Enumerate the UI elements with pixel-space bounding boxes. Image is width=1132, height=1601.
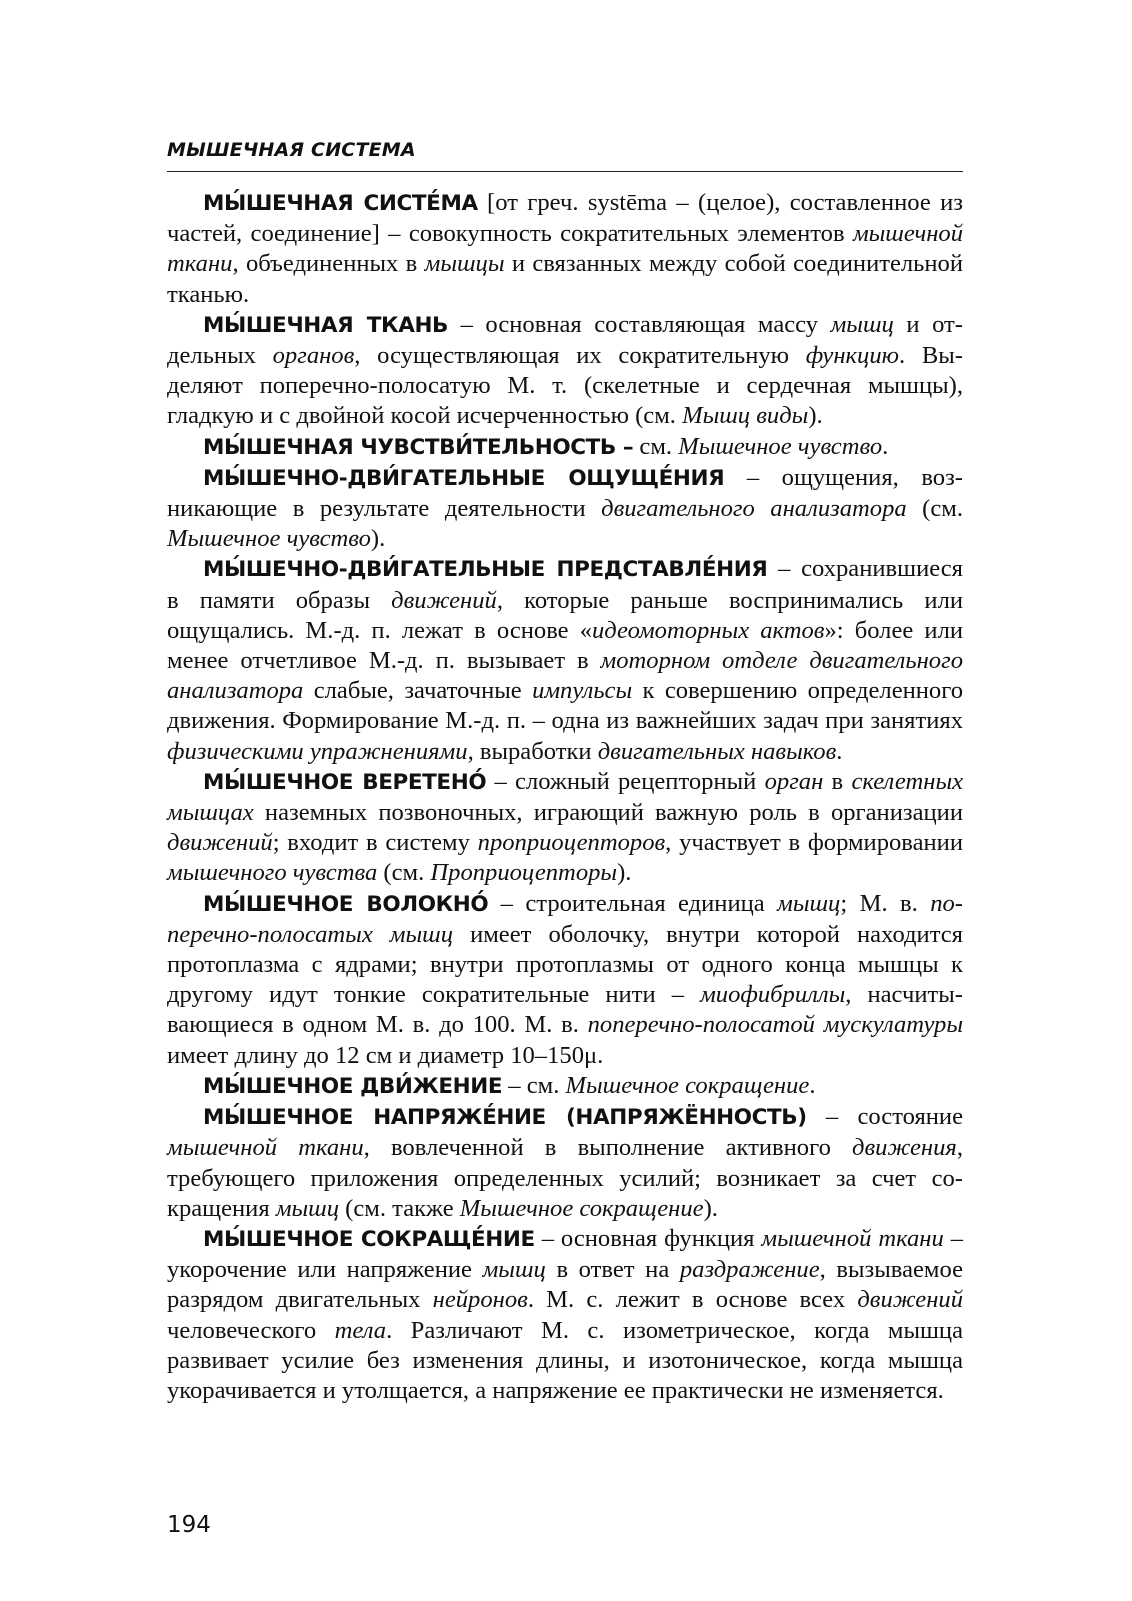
cross-reference-term: тела [334, 1316, 387, 1344]
definition-text: (см. [906, 495, 963, 523]
definition-text: и отдельных [167, 310, 963, 370]
cross-reference-term: Мышц виды [682, 402, 809, 430]
definition-text: имеет оболочку, внутри которой находится протоплазма с ядрами; внутри протоплазмы от одного конца мышцы к другому идут тонкие сократительные нити – [167, 920, 963, 1009]
definition-text: . [809, 1071, 816, 1099]
dictionary-entry [167, 889, 963, 1071]
cross-reference-term: физическими упражнениями [167, 737, 468, 765]
entry-term: МЫ́ШЕЧНОЕ СОКРАЩЕ́НИЕ [203, 1226, 535, 1252]
dictionary-entry [167, 1102, 963, 1224]
definition-text: (см. также [339, 1194, 460, 1222]
header-rule [167, 171, 963, 172]
definition-text: . Различают М. с. изометрическое, когда мышца развивает усилие без изменения длины, и изотоническое, когда мышца укорачивается и утолщается, а напряжение ее практически не изменяется. [167, 1316, 963, 1404]
cross-reference-term: Мышечное сокращение [459, 1194, 704, 1222]
cross-reference-term: движений [391, 586, 497, 614]
definition-text: имеет длину до 12 см и диаметр 10–150μ. [167, 1041, 604, 1069]
cross-reference-term: мышц [482, 1256, 546, 1284]
cross-reference-term: проприоцепторов [477, 829, 666, 857]
definition-text: , участвует в формировании [665, 829, 963, 857]
cross-reference-term: импульсы [532, 677, 633, 705]
dictionary-entry [167, 554, 963, 766]
definition-text: , вызываемое разрядом двигательных [167, 1256, 963, 1314]
definition-text: ). [370, 525, 386, 553]
page-number: 194 [167, 1512, 211, 1538]
definition-text: . М. с. лежит в основе всех [527, 1286, 858, 1314]
cross-reference-term: двигательных навыков [597, 737, 837, 765]
dictionary-entries [167, 188, 963, 1406]
definition-text: и связанных между собой соединительной тканью. [167, 250, 963, 308]
dictionary-entry [167, 1224, 963, 1406]
definition-text: в [823, 767, 852, 795]
cross-reference-term: движений [857, 1286, 964, 1314]
dictionary-entry [167, 767, 963, 889]
cross-reference-term: поперечно-полосатой мускулатуры [587, 1011, 963, 1039]
dictionary-entry [167, 463, 963, 555]
definition-text: – основная составляющая массу [448, 310, 831, 338]
definition-text: , насчитывающиеся в одном М. в. до 100. М. в. [167, 981, 963, 1039]
cross-reference-term: движений [167, 829, 273, 857]
dictionary-entry [167, 310, 963, 432]
cross-reference-term: идеомоторных актов [592, 616, 825, 644]
cross-reference-term: раздражение [679, 1256, 820, 1284]
definition-text: – строительная единица [488, 889, 778, 917]
definition-text: , осуществляющая их сократительную [354, 342, 806, 370]
entry-term: МЫ́ШЕЧНАЯ ЧУВСТВИ́ТЕЛЬНОСТЬ – [203, 434, 634, 460]
definition-text: , объединенных в [232, 250, 425, 278]
definition-text: ). [808, 402, 823, 430]
running-head: МЫШЕЧНАЯ СИСТЕМА [167, 139, 416, 161]
cross-reference-term: мышц [830, 310, 894, 338]
definition-text: человеческого [167, 1316, 335, 1344]
definition-text: – ощущения, возникающие в результате деятельности [167, 463, 963, 523]
cross-reference-term: функцию [805, 342, 899, 370]
definition-text: . [836, 737, 843, 765]
cross-reference-term: двигательного анализатора [601, 495, 907, 523]
definition-text: наземных позвоночных, играющий важную роль в организации [253, 799, 963, 827]
definition-text: . Выделяют поперечно-полосатую М. т. (скелетные и сердечная мышцы), гладкую и с двойной косой исчерченностью (см. [167, 342, 963, 430]
definition-text: , выработки [467, 737, 598, 765]
definition-text: . [882, 432, 889, 460]
definition-text: – сложный рецепторный [486, 767, 765, 795]
definition-text: – укорочение или напряжение [167, 1224, 964, 1284]
definition-text: ). [617, 859, 632, 887]
entry-term: МЫ́ШЕЧНО-ДВИ́ГАТЕЛЬНЫЕ ОЩУЩЕ́НИЯ [203, 465, 725, 491]
cross-reference-term: нейронов [432, 1286, 528, 1314]
cross-reference-term: Мышечное чувство [167, 525, 371, 553]
entry-term: МЫ́ШЕЧНАЯ СИСТЕ́МА [203, 191, 478, 216]
cross-reference-term: орган [764, 767, 824, 795]
entry-term: МЫ́ШЕЧНО-ДВИ́ГАТЕЛЬНЫЕ ПРЕДСТАВЛЕ́НИЯ [203, 557, 768, 583]
dictionary-entry [167, 432, 963, 463]
cross-reference-term: Мышечное чувство [678, 432, 883, 460]
cross-reference-term: движения [852, 1134, 957, 1162]
definition-text: слабые, зачаточные [303, 677, 533, 705]
cross-reference-term: мышечной ткани [167, 1134, 364, 1162]
entry-term: МЫ́ШЕЧНАЯ ТКАНЬ [203, 312, 449, 338]
entry-term: МЫ́ШЕЧНОЕ ВЕРЕТЕНО́ [203, 769, 487, 795]
cross-reference-term: мышцы [424, 250, 505, 278]
definition-text: см. [633, 432, 679, 460]
dictionary-entry [167, 188, 963, 310]
definition-text: ; входит в систему [272, 829, 478, 857]
cross-reference-term: миофибриллы [700, 981, 846, 1009]
cross-reference-term: мышечного чувства [167, 859, 378, 887]
definition-text: – основная функция [534, 1224, 762, 1252]
definition-text: ; М. в. [840, 889, 931, 917]
definition-text: – сохранившиеся в памяти образы [167, 555, 963, 614]
definition-text: , требующего приложения определенных усилий; возникает за счет сокращения [167, 1134, 964, 1222]
definition-text: »: более или менее отчетливое М.-д. п. вызывает в [167, 616, 964, 675]
cross-reference-term: скелетных мышцах [167, 767, 964, 827]
definition-text: (см. [377, 859, 431, 887]
dictionary-entry [167, 1071, 963, 1102]
definition-text: , которые раньше воспринимались или ощущались. М.-д. п. лежат в основе « [167, 586, 964, 644]
entry-term: МЫ́ШЕЧНОЕ НАПРЯЖЕ́НИЕ (НАПРЯЖЁННОСТЬ) [203, 1105, 807, 1131]
cross-reference-term: органов [272, 342, 355, 370]
definition-text: – см. [502, 1071, 566, 1099]
entry-term: МЫ́ШЕЧНОЕ ДВИ́ЖЕНИЕ [203, 1073, 503, 1099]
cross-reference-term: Проприоцепторы [430, 859, 618, 887]
definition-text: [от греч. systēma – (целое), составленное из частей, соединение] – совокупность сократительных элементов [167, 189, 963, 248]
cross-reference-term: Мышечное сокращение [565, 1071, 810, 1099]
cross-reference-term: мышечной ткани [167, 220, 963, 278]
cross-reference-term: моторном отделе двигательного анализатора [167, 647, 963, 705]
definition-text: ). [703, 1194, 718, 1222]
cross-reference-term: мышц [777, 889, 841, 917]
cross-reference-term: мышц [275, 1194, 340, 1222]
cross-reference-term: поперечно-полосатых мышц [167, 889, 963, 948]
definition-text: к совершению определенного движения. Формирование М.-д. п. – одна из важнейших задач при занятиях [167, 677, 963, 735]
definition-text: – состояние [806, 1103, 963, 1131]
entry-term: МЫ́ШЕЧНОЕ ВОЛОКНО́ [203, 891, 489, 917]
cross-reference-term: мышечной ткани [761, 1224, 944, 1252]
definition-text: , вовлеченной в выполнение активного [363, 1134, 853, 1162]
definition-text: в ответ на [545, 1256, 680, 1284]
